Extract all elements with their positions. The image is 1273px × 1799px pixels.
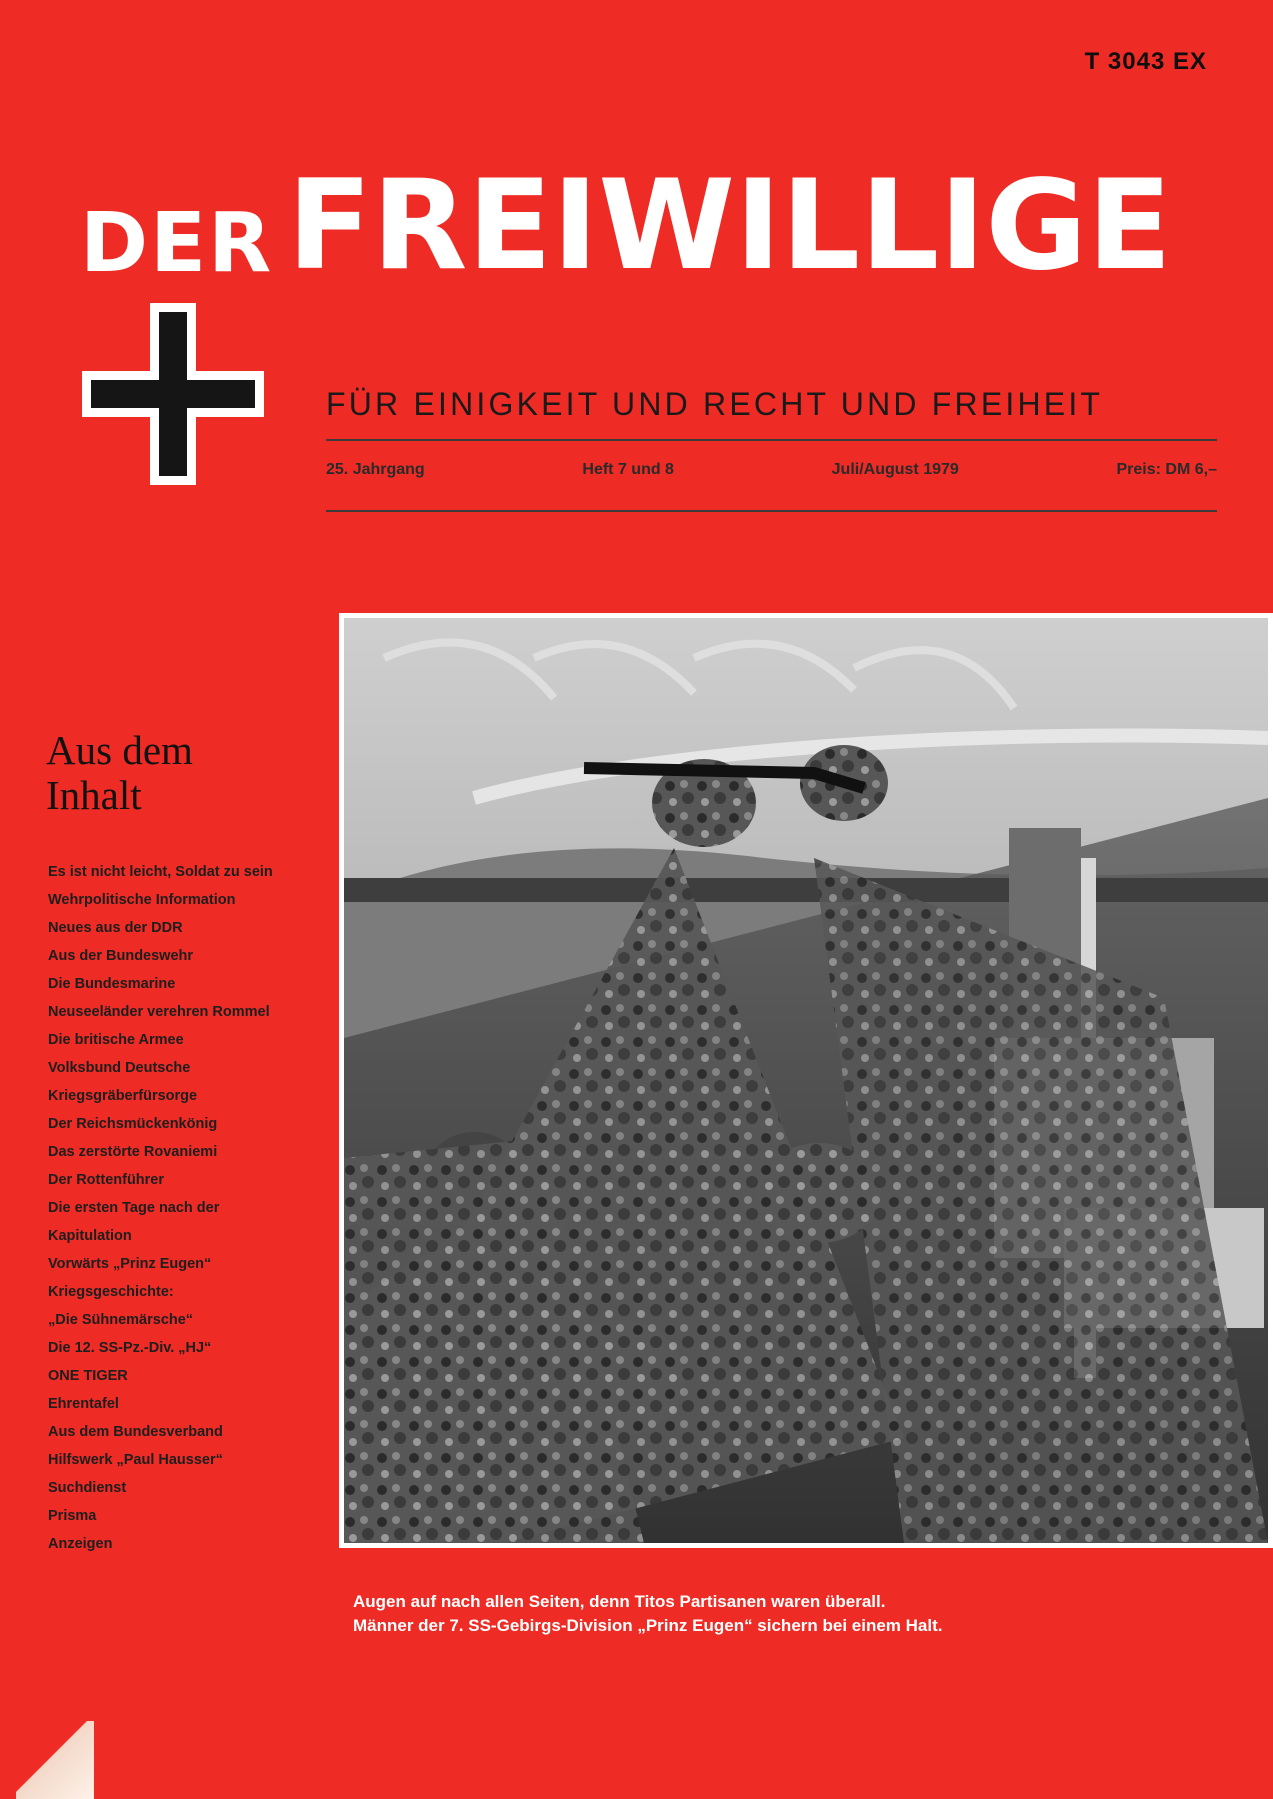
motto: FÜR EINIGKEIT UND RECHT UND FREIHEIT xyxy=(326,386,1104,422)
header-rule-top xyxy=(326,439,1217,441)
toc-item: Aus dem Bundesverband xyxy=(48,1424,223,1440)
issue-code: T 3043 EX xyxy=(1084,48,1207,75)
toc-item: Aus der Bundeswehr xyxy=(48,948,194,964)
toc-item: Die 12. SS-Pz.-Div. „HJ“ xyxy=(48,1340,212,1356)
toc-item: Suchdienst xyxy=(48,1480,127,1496)
toc-item: ONE TIGER xyxy=(48,1368,128,1384)
toc-item: Neuseeländer verehren Rommel xyxy=(48,1004,270,1020)
caption-line-2: Männer der 7. SS-Gebirgs-Division „Prinz Eugen“ sichern bei einem Halt. xyxy=(353,1616,943,1635)
toc-item: Wehrpolitische Information xyxy=(48,892,236,908)
volume-text: 25. Jahrgang xyxy=(326,461,425,478)
photo-caption xyxy=(353,1590,1223,1638)
date-text: Juli/August 1979 xyxy=(831,461,959,478)
toc-item: Anzeigen xyxy=(48,1536,113,1552)
toc-item: Das zerstörte Rovaniemi xyxy=(48,1144,218,1160)
toc-item: Die Bundesmarine xyxy=(48,976,176,992)
toc-item: Hilfswerk „Paul Hausser“ xyxy=(48,1452,223,1468)
caption-line-1: Augen auf nach allen Seiten, denn Titos Partisanen waren überall. xyxy=(353,1592,886,1611)
issue-text: Heft 7 und 8 xyxy=(582,461,674,478)
toc-item: Volksbund Deutsche xyxy=(48,1060,191,1076)
toc-item: Der Rottenführer xyxy=(48,1172,165,1188)
toc-title-line-2: Inhalt xyxy=(46,772,142,819)
price-text: Preis: DM 6,– xyxy=(1116,461,1217,478)
toc-item: Der Reichsmückenkönig xyxy=(48,1116,218,1132)
cover-photo-frame xyxy=(339,613,1273,1548)
masthead-der: DER xyxy=(80,196,274,292)
toc-item: Es ist nicht leicht, Soldat zu sein xyxy=(48,864,273,880)
toc-item: Kapitulation xyxy=(48,1228,132,1244)
toc-item: Vorwärts „Prinz Eugen“ xyxy=(48,1256,212,1272)
toc-list xyxy=(48,858,318,1558)
toc-item: Kriegsgräberfürsorge xyxy=(48,1088,198,1104)
toc-item: Kriegsgeschichte: xyxy=(48,1284,174,1300)
header-rule-bottom xyxy=(326,510,1217,512)
cover-photo xyxy=(344,618,1268,1543)
toc-item: „Die Sühnemärsche“ xyxy=(48,1312,194,1328)
toc-title-line-1: Aus dem xyxy=(46,727,193,773)
masthead xyxy=(80,154,1172,298)
toc-item: Prisma xyxy=(48,1508,97,1524)
masthead-main: FREIWILLIGE xyxy=(287,154,1172,298)
toc-item: Die britische Armee xyxy=(48,1032,184,1048)
toc-item: Neues aus der DDR xyxy=(48,920,183,936)
toc-item: Ehrentafel xyxy=(48,1396,119,1412)
iron-cross-icon xyxy=(82,303,264,485)
toc-item: Die ersten Tage nach der xyxy=(48,1200,220,1216)
toc-title xyxy=(46,728,256,818)
corner-fold xyxy=(16,1721,94,1799)
issue-meta-row xyxy=(326,461,1217,479)
